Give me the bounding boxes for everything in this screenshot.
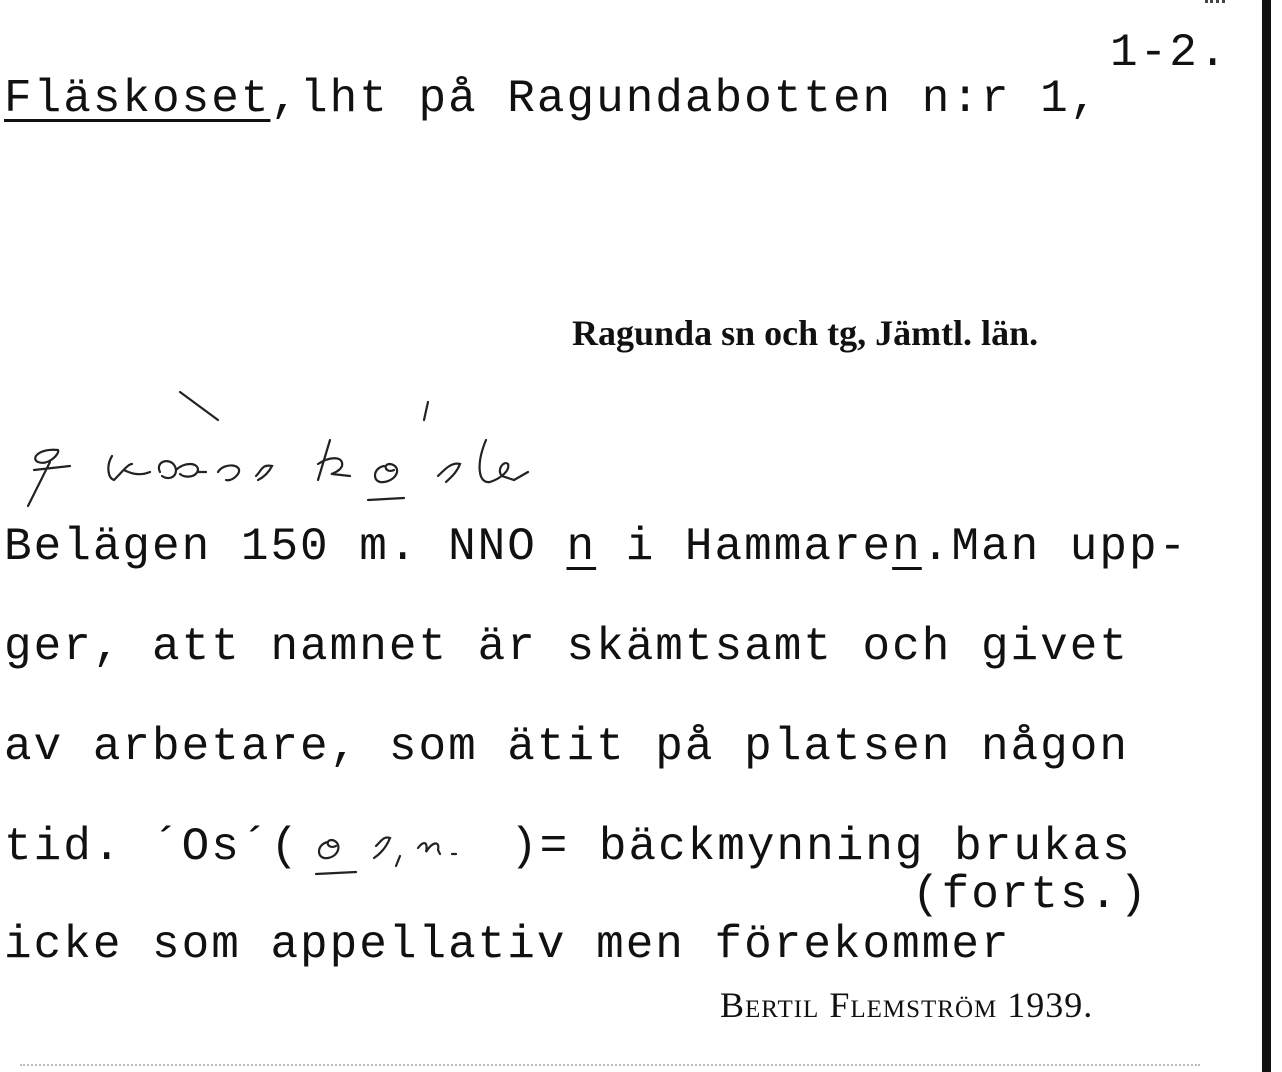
heading-line: [4, 73, 1100, 125]
text-line-1: [4, 521, 1189, 573]
text-line-6: icke som appellativ men förekommer: [4, 919, 1011, 971]
underlined-n: n: [566, 521, 597, 573]
continued-marker: (forts.): [912, 869, 1149, 921]
corner-marks: [1205, 0, 1225, 9]
text-line-1-end: .Man upp-: [921, 521, 1189, 573]
card-edge-rule: [1262, 0, 1271, 1072]
text-line-1-start: Belägen 150 m. NNO: [4, 521, 567, 573]
handwritten-pronunciation: [0, 380, 600, 520]
author-signature: Bertil Flemström 1939.: [720, 985, 1094, 1025]
text-line-1-middle: i Hammare: [596, 521, 893, 573]
handwritten-os-gloss: [300, 820, 520, 900]
text-line-4-start: tid. ´Os´(: [4, 821, 301, 873]
text-line-4-end: )= bäckmynning brukas: [510, 821, 1132, 873]
heading-location: ,lht på Ragundabotten n:r 1,: [270, 73, 1100, 125]
card-number: 1-2.: [1110, 27, 1229, 79]
text-line-3: av arbetare, som ätit på platsen någon: [4, 721, 1129, 773]
text-line-2: ger, att namnet är skämtsamt och givet: [4, 621, 1129, 673]
headword: Fläskoset: [4, 73, 271, 125]
text-line-4: [4, 821, 1132, 873]
parish-label: Ragunda sn och tg, Jämtl. län.: [572, 313, 1039, 353]
bottom-marks: [20, 1064, 1200, 1068]
underlined-n-2: n: [892, 521, 922, 573]
